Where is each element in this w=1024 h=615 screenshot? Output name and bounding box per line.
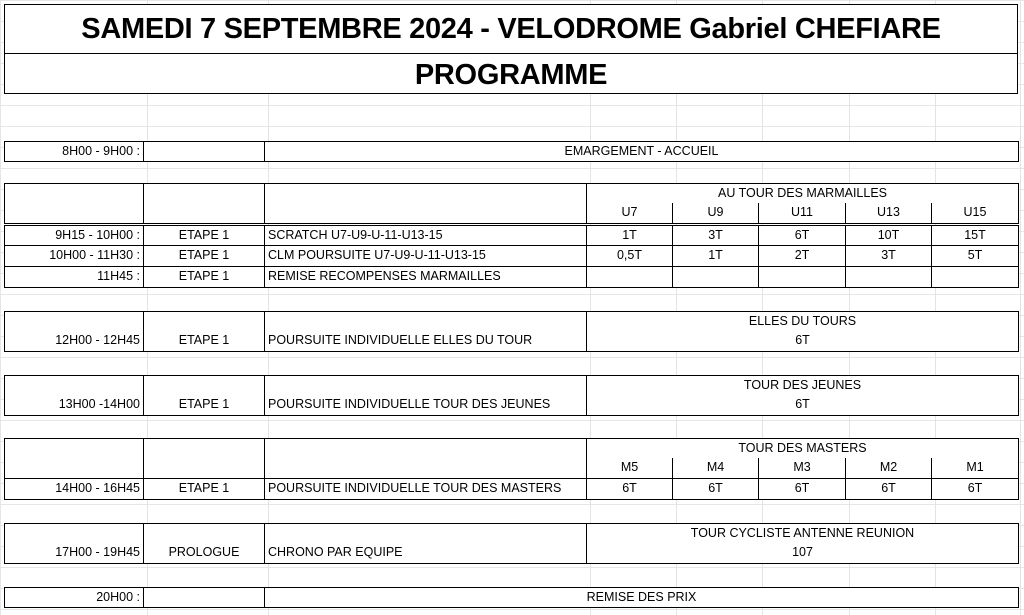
time-cell[interactable]: 11H45 :	[4, 267, 144, 288]
value-cell[interactable]: 10T	[845, 225, 932, 246]
etape-cell[interactable]: ETAPE 1	[143, 395, 265, 416]
empty-cell[interactable]	[4, 458, 144, 479]
table-row	[4, 203, 1019, 224]
title-divider	[5, 53, 1017, 54]
event-cell[interactable]: CHRONO PAR EQUIPE	[264, 543, 587, 564]
value-cell[interactable]: 5T	[931, 246, 1019, 267]
table-row	[4, 395, 1019, 416]
value-cell[interactable]: 6T	[586, 395, 1019, 416]
category-header-cell[interactable]: U7	[586, 203, 673, 224]
empty-cell[interactable]	[264, 311, 587, 332]
etape-cell[interactable]: ETAPE 1	[143, 267, 265, 288]
event-cell[interactable]: SCRATCH U7-U9-U-11-U13-15	[264, 225, 587, 246]
empty-cell[interactable]	[4, 203, 144, 224]
time-cell[interactable]: 13H00 -14H00	[4, 395, 144, 416]
event-cell[interactable]: POURSUITE INDIVIDUELLE TOUR DES JEUNES	[264, 395, 587, 416]
section-header-cell[interactable]: AU TOUR DES MARMAILLES	[586, 183, 1019, 204]
table-row	[4, 375, 1019, 396]
value-cell[interactable]: 107	[586, 543, 1019, 564]
table-row	[4, 267, 1019, 288]
value-cell[interactable]	[758, 267, 846, 288]
section-header-cell[interactable]: ELLES DU TOURS	[586, 311, 1019, 332]
title-block	[4, 4, 1018, 94]
category-header-cell[interactable]: M2	[845, 458, 932, 479]
value-cell[interactable]: 6T	[758, 225, 846, 246]
value-cell[interactable]: 6T	[845, 479, 932, 500]
event-cell[interactable]: POURSUITE INDIVIDUELLE TOUR DES MASTERS	[264, 479, 587, 500]
value-cell[interactable]: 15T	[931, 225, 1019, 246]
etape-cell[interactable]	[143, 141, 265, 162]
value-cell[interactable]: 6T	[931, 479, 1019, 500]
value-cell[interactable]: 6T	[672, 479, 759, 500]
empty-cell[interactable]	[4, 183, 144, 204]
category-header-cell[interactable]: M3	[758, 458, 846, 479]
table-row	[4, 587, 1019, 608]
table-row	[4, 141, 1019, 162]
empty-cell[interactable]	[264, 183, 587, 204]
empty-cell[interactable]	[143, 203, 265, 224]
section-header-cell[interactable]: TOUR DES JEUNES	[586, 375, 1019, 396]
etape-cell[interactable]: ETAPE 1	[143, 225, 265, 246]
category-header-cell[interactable]: U11	[758, 203, 846, 224]
table-row	[4, 246, 1019, 267]
category-header-cell[interactable]: U15	[931, 203, 1019, 224]
category-header-cell[interactable]: M4	[672, 458, 759, 479]
time-cell[interactable]: 10H00 - 11H30 :	[4, 246, 144, 267]
empty-cell[interactable]	[4, 523, 144, 544]
table-row	[4, 225, 1019, 246]
table-row	[4, 458, 1019, 479]
time-cell[interactable]: 8H00 - 9H00 :	[4, 141, 144, 162]
event-cell[interactable]: REMISE RECOMPENSES MARMAILLES	[264, 267, 587, 288]
table-row	[4, 183, 1019, 204]
empty-cell[interactable]	[4, 311, 144, 332]
value-cell[interactable]	[672, 267, 759, 288]
table-row	[4, 479, 1019, 500]
section-header-cell[interactable]: TOUR DES MASTERS	[586, 438, 1019, 459]
empty-cell[interactable]	[264, 458, 587, 479]
time-cell[interactable]: 9H15 - 10H00 :	[4, 225, 144, 246]
empty-cell[interactable]	[143, 523, 265, 544]
empty-cell[interactable]	[4, 438, 144, 459]
time-cell[interactable]: 17H00 - 19H45	[4, 543, 144, 564]
value-cell[interactable]	[931, 267, 1019, 288]
value-cell[interactable]: 2T	[758, 246, 846, 267]
time-cell[interactable]: 12H00 - 12H45	[4, 331, 144, 352]
event-cell[interactable]: POURSUITE INDIVIDUELLE ELLES DU TOUR	[264, 331, 587, 352]
table-row	[4, 331, 1019, 352]
category-header-cell[interactable]: M5	[586, 458, 673, 479]
empty-cell[interactable]	[264, 438, 587, 459]
value-cell[interactable]: 3T	[672, 225, 759, 246]
value-cell[interactable]: 6T	[758, 479, 846, 500]
value-cell[interactable]	[845, 267, 932, 288]
value-cell[interactable]: 6T	[586, 479, 673, 500]
value-cell[interactable]: 0,5T	[586, 246, 673, 267]
merged-label-cell[interactable]: REMISE DES PRIX	[264, 587, 1019, 608]
etape-cell[interactable]: ETAPE 1	[143, 246, 265, 267]
empty-cell[interactable]	[143, 375, 265, 396]
category-header-cell[interactable]: U9	[672, 203, 759, 224]
empty-cell[interactable]	[264, 523, 587, 544]
etape-cell[interactable]: PROLOGUE	[143, 543, 265, 564]
empty-cell[interactable]	[264, 203, 587, 224]
value-cell[interactable]: 3T	[845, 246, 932, 267]
value-cell[interactable]: 6T	[586, 331, 1019, 352]
empty-cell[interactable]	[143, 311, 265, 332]
table-row	[4, 523, 1019, 544]
empty-cell[interactable]	[143, 183, 265, 204]
empty-cell[interactable]	[264, 375, 587, 396]
value-cell[interactable]	[586, 267, 673, 288]
time-cell[interactable]: 20H00 :	[4, 587, 144, 608]
table-row	[4, 543, 1019, 564]
merged-label-cell[interactable]: EMARGEMENT - ACCUEIL	[264, 141, 1019, 162]
category-header-cell[interactable]: M1	[931, 458, 1019, 479]
value-cell[interactable]: 1T	[672, 246, 759, 267]
table-row	[4, 438, 1019, 459]
empty-cell[interactable]	[143, 438, 265, 459]
section-header-cell[interactable]: TOUR CYCLISTE ANTENNE REUNION	[586, 523, 1019, 544]
table-row	[4, 311, 1019, 332]
etape-cell[interactable]	[143, 587, 265, 608]
grid-line	[1020, 0, 1021, 615]
value-cell[interactable]: 1T	[586, 225, 673, 246]
etape-cell[interactable]: ETAPE 1	[143, 331, 265, 352]
category-header-cell[interactable]: U13	[845, 203, 932, 224]
empty-cell[interactable]	[4, 375, 144, 396]
etape-cell[interactable]: ETAPE 1	[143, 479, 265, 500]
empty-cell[interactable]	[143, 458, 265, 479]
page-subtitle: PROGRAMME	[414, 59, 608, 91]
page-title: SAMEDI 7 SEPTEMBRE 2024 - VELODROME Gabriel CHEFIARE	[81, 13, 941, 45]
event-cell[interactable]: CLM POURSUITE U7-U9-U-11-U13-15	[264, 246, 587, 267]
time-cell[interactable]: 14H00 - 16H45	[4, 479, 144, 500]
